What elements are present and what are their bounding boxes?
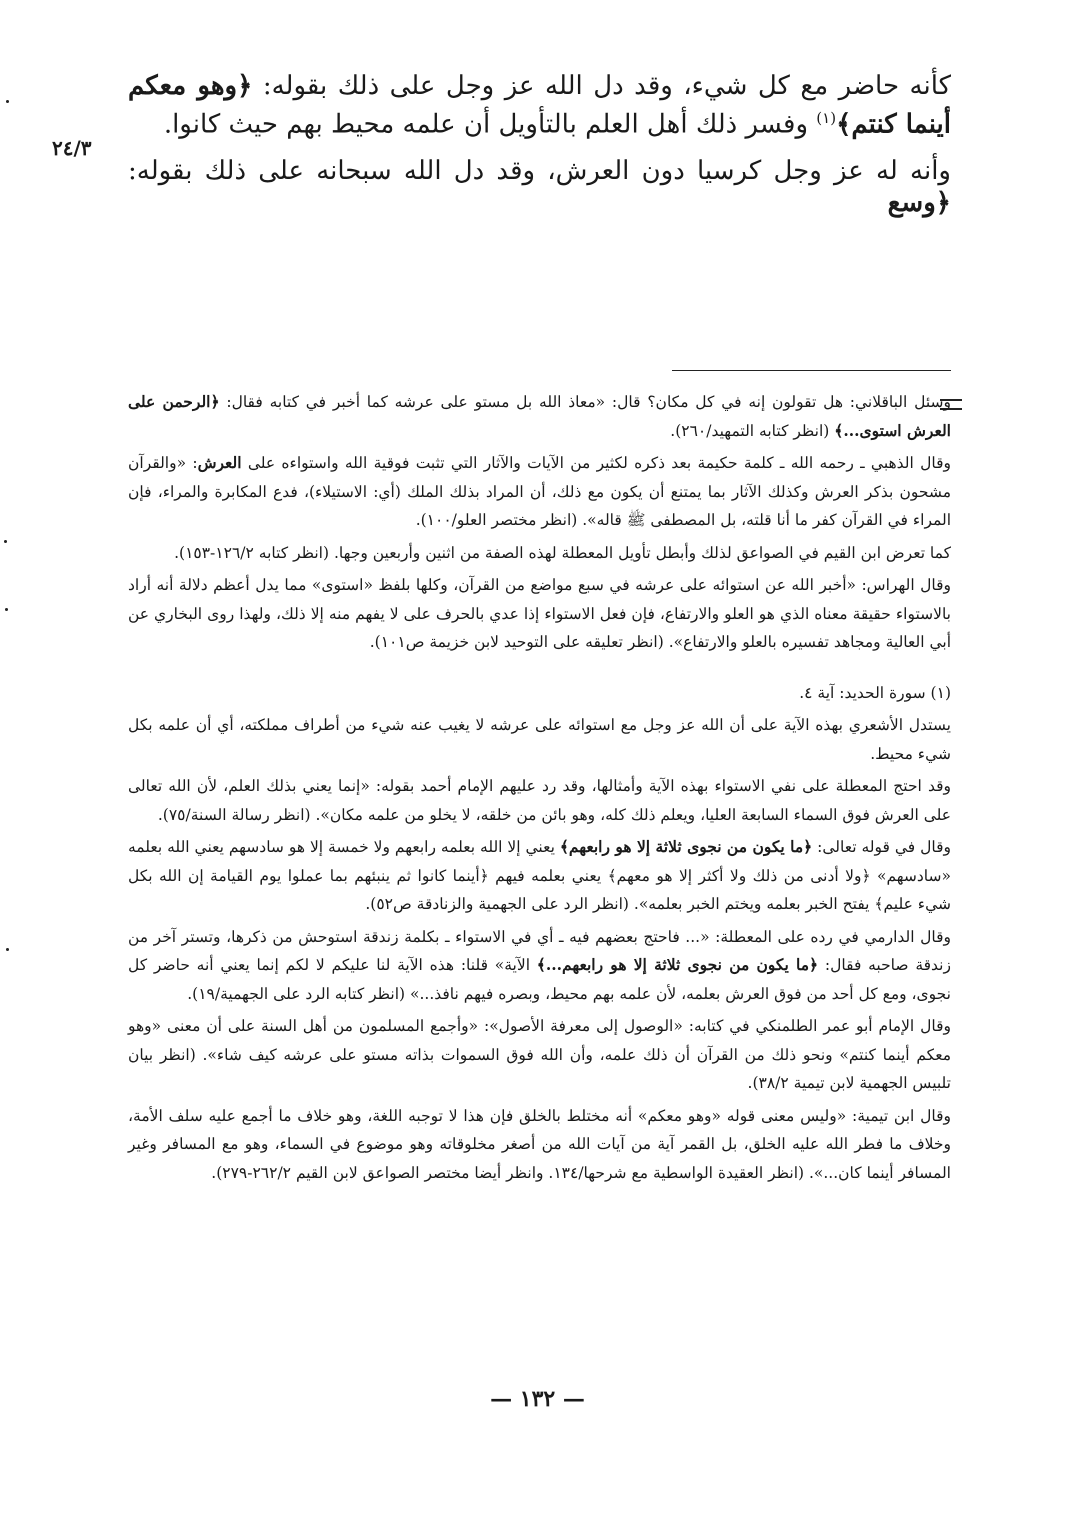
- continued-footnotes: [128, 388, 951, 657]
- text-run: وقال في قوله تعالى:: [812, 838, 951, 856]
- text-run: وقال ابن تيمية: «وليس معنى قوله «وهو معكم» أنه مختلط بالخلق فإن هذا لا توجبه اللغة، وهو خلاف ما أجمع عليه سلف الأمة، وخلاف ما فطر الله عليه الخلق، بل القمر آية من آيات الله من أصغر مخلوقاته وهو موضوع في السماء، وهو مع المسافر وغير المسافر أينما كان...». (انظر العقيدة الواسطية مع شرحها/١٣٤. وانظر أيضا مختصر الصواعق لابن القيم ٢٦٢/٢-٢٧٩).: [128, 1106, 951, 1182]
- text-run: يعني إلا الله بعلمه رابعهم ولا خمسة إلا هو سادسهم يعني الله بعلمه «سادسهم» ﴿ولا أدنى من ذلك ولا أكثر إلا هو معهم﴾ يعني بعلمه فيهم ﴿أينما كانوا ثم ينبئهم بما عملوا يوم القيامة إن الله بكل شيء عليم﴾ يفتح الخبر بعلمه ويختم الخبر بعلمه». (انظر الرد على الجهمية والزنادقة ص٥٢).: [128, 838, 951, 913]
- text-run: الآية» قلنا: هذه الآية لنا عليكم لا لكم إنما يعني أنه حاضر كل نجوى، ومع كل أحد من فوق العرش بعلمه، لأن علمه بهم محيط، وبصره فيهم نافذ...» (انظر كتابه الرد على الجهمية/١٩).: [128, 956, 951, 1003]
- text-run: يستدل الأشعري بهذه الآية على أن الله عز وجل مع استوائه على عرشه لا يغيب عنه شيء من أطراف مملكته، أي أن علمه بكل شيء محيط.: [128, 716, 951, 763]
- footnote-paragraph: [128, 1012, 951, 1098]
- main-paragraph: [128, 70, 951, 141]
- text-run: : «والقرآن مشحون بذكر العرش وكذلك الآثار بما يمتنع أن يكون مع ذلك، أن المراد بذلك الملك (أي: الاستيلاء)، فدع المكابرة والمراء، فإن المراء في القرآن كفر ما أنا قلته، بل المصطفى ﷺ قاله». (انظر مختصر العلو/١٠٠).: [128, 454, 951, 529]
- footnote-paragraph: [128, 539, 951, 568]
- text-run: وقال الإمام أبو عمر الطلمنكي في كتابه: «الوصول إلى معرفة الأصول»: «وأجمع المسلمون من أهل السنة على أن معنى «وهو معكم أينما كنتم» ونحو ذلك من القرآن أن ذلك علمه، وأن الله فوق السموات بذاته مستو على عرشه كيف شاء». (انظر بيان تلبيس الجهمية لابن تيمية ٣٨/٢).: [128, 1017, 951, 1092]
- footnote-paragraph: [128, 711, 951, 768]
- footnote-paragraph: [128, 388, 951, 445]
- quran-verse: ﴿وهو معكم أينما كنتم﴾: [128, 71, 951, 140]
- footnote-1: [128, 679, 951, 1188]
- text-run: (١) سورة الحديد: آية ٤.: [799, 683, 951, 702]
- footnotes-section: [128, 388, 951, 1191]
- footnote-reference[interactable]: (١): [816, 109, 837, 127]
- footnote-paragraph: [128, 1102, 951, 1188]
- text-run: وأنه له عز وجل كرسيا دون العرش، وقد دل الله سبحانه على ذلك بقوله:: [128, 155, 951, 186]
- text-run: وفسر ذلك أهل العلم بالتأويل أن علمه محيط بهم حيث كانوا.: [163, 109, 817, 140]
- emphasized-text: ﴿ما يكون من نجوى ثلاثة إلا هو رابعهم...﴾: [536, 955, 819, 974]
- text-run: (انظر كتابه التمهيد/٢٦٠).: [670, 421, 835, 440]
- text-run: وقال الذهبي ـ رحمه الله ـ كلمة حكيمة بعد ذكره لكثير من الآيات والآثار التي تثبت فوقية الله واستواءه على: [241, 454, 951, 472]
- footnote-paragraph: [128, 449, 951, 535]
- text-run: وقال الهراس: «أخبر الله عن استوائه على عرشه في سبع مواضع من القرآن، وكلها بلفظ «استوى» مما يدل أعظم دلالة أنه أراد بالاستواء حقيقة معناه الذي هو العلو والارتفاع، فإن فعل الاستواء إذا عدي بالحرف على لا يفهم منه إلا ذلك، ولهذا روى البخاري عن أبي العالية ومجاهد تفسيره بالعلو والارتفاع». (انظر تعليقه على التوحيد لابن خزيمة ص١٠١).: [128, 576, 951, 651]
- scan-speck: [6, 948, 9, 951]
- footnote-paragraph: [128, 571, 951, 657]
- emphasized-text: العرش: [197, 453, 242, 472]
- main-paragraph: [128, 155, 951, 219]
- footnote-separator-rule: [672, 370, 951, 371]
- page-number: — ١٣٢ —: [490, 1386, 585, 1412]
- emphasized-text: ﴿الرحمن على العرش استوى...﴾: [128, 392, 951, 440]
- scan-speck: [6, 100, 9, 103]
- footnote-gap: [128, 661, 951, 679]
- text-run: وسئل الباقلاني: هل تقولون إنه في كل مكان؟ قال: «معاذ الله بل مستو على عرشه كما أخبر في كتابه فقال:: [219, 393, 951, 411]
- footnote-paragraph: [128, 772, 951, 829]
- quran-verse: ﴿وسع: [887, 187, 951, 218]
- main-text: [128, 70, 951, 233]
- footnote-paragraph: [128, 679, 951, 708]
- margin-reference: ٢٤/٣: [52, 136, 92, 160]
- scan-speck: [4, 540, 7, 543]
- text-run: كأنه حاضر مع كل شيء، وقد دل الله عز وجل على ذلك بقوله:: [252, 71, 951, 101]
- text-run: وقال الدارمي في رده على المعطلة: «... فاحتج بعضهم فيه ـ أي في الاستواء ـ بكلمة زندقة استوحش من ذكرها، وتستر آخر من زندقة صاحبه فقال:: [128, 927, 951, 974]
- footnote-paragraph: [128, 923, 951, 1009]
- scan-speck: [5, 608, 8, 611]
- footnote-paragraph: [128, 833, 951, 919]
- emphasized-text: ﴿ما يكون من نجوى ثلاثة إلا هو رابعهم﴾: [559, 837, 813, 856]
- text-run: كما تعرض ابن القيم في الصواعق لذلك وأبطل تأويل المعطلة لهذه الصفة من اثنين وأربعين وجها. (انظر كتابه ١٢٦/٢-١٥٣).: [174, 543, 951, 562]
- text-run: وقد احتج المعطلة على نفي الاستواء بهذه الآية وأمثالها، وقد رد عليهم الإمام أحمد بقوله: «إنما يعني بذلك العلم، لأن الله تعالى على العرش فوق السماء السابعة العليا، ويعلم ذلك كله، وهو بائن من خلقه، لا يخلو من علمه مكان». (انظر رسالة السنة/٧٥).: [128, 777, 951, 824]
